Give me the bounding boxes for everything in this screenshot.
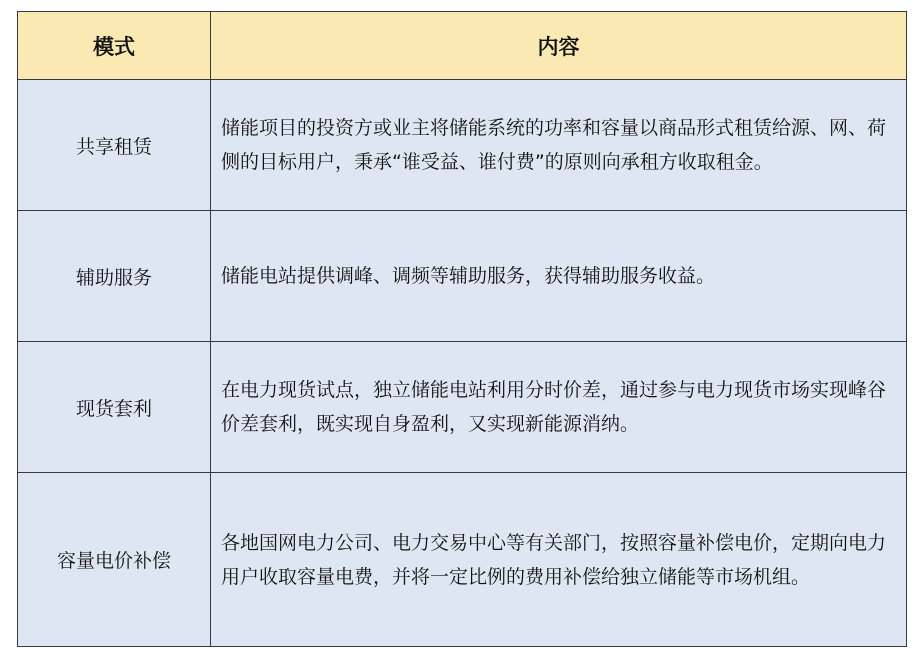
table-row [18, 473, 907, 647]
content-cell: 储能电站提供调峰、调频等辅助服务，获得辅助服务收益。 [211, 211, 907, 342]
business-model-table [17, 11, 907, 647]
mode-cell: 容量电价补偿 [18, 473, 211, 647]
table-row [18, 80, 907, 211]
mode-cell: 现货套利 [18, 342, 211, 473]
header-content: 内容 [211, 12, 907, 80]
table-row [18, 342, 907, 473]
mode-cell: 共享租赁 [18, 80, 211, 211]
table-row [18, 211, 907, 342]
content-cell: 各地国网电力公司、电力交易中心等有关部门，按照容量补偿电价，定期向电力用户收取容量电费，并将一定比例的费用补偿给独立储能等市场机组。 [211, 473, 907, 647]
content-cell: 在电力现货试点，独立储能电站利用分时价差，通过参与电力现货市场实现峰谷价差套利，既实现自身盈利，又实现新能源消纳。 [211, 342, 907, 473]
content-cell: 储能项目的投资方或业主将储能系统的功率和容量以商品形式租赁给源、网、荷侧的目标用户，秉承“谁受益、谁付费”的原则向承租方收取租金。 [211, 80, 907, 211]
header-mode: 模式 [18, 12, 211, 80]
table-header-row [18, 12, 907, 80]
mode-cell: 辅助服务 [18, 211, 211, 342]
